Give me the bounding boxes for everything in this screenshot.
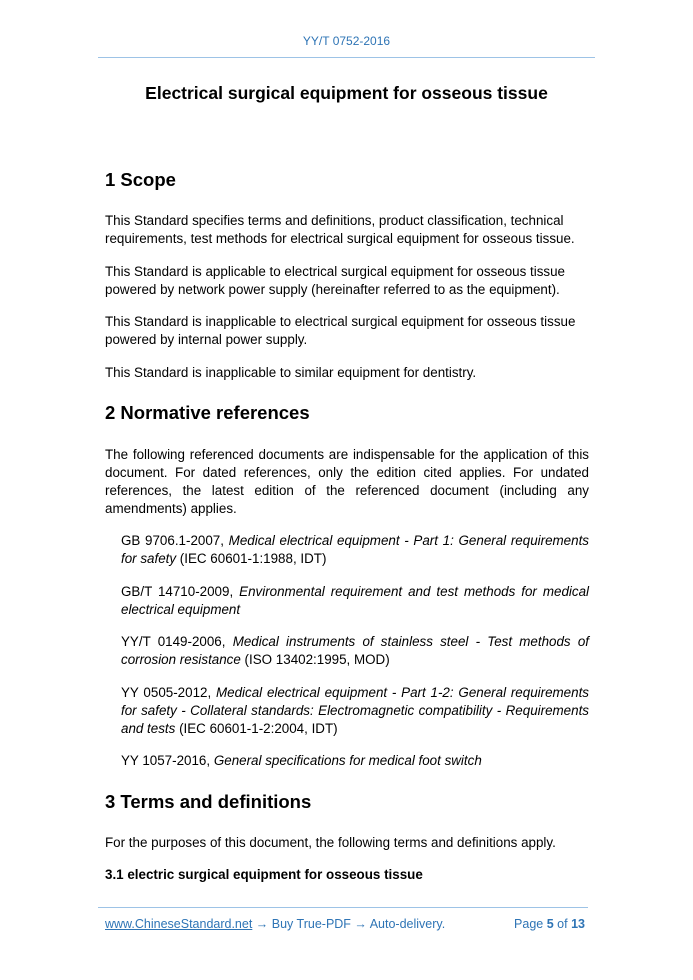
page-indicator	[514, 917, 585, 931]
reference-title: Environmental requirement and test methods for medical electrical equipment	[121, 584, 589, 617]
footer-rule	[98, 907, 588, 908]
scope-paragraph-4: This Standard is inapplicable to similar equipment for dentistry.	[105, 365, 477, 380]
header-rule	[98, 57, 595, 58]
reference-title: General specifications for medical foot switch	[213, 753, 482, 768]
scope-paragraph-1: This Standard specifies terms and definitions, product classification, technical requirements, test methods for electrical surgical equipment for osseous tissue.	[105, 213, 575, 246]
page-of: of	[557, 917, 568, 931]
reference-code: YY 1057-2016,	[121, 753, 211, 768]
page-current: 5	[546, 917, 554, 931]
reference-item	[121, 532, 589, 568]
reference-title: Medical electrical equipment - Part 1: General requirements for safety	[121, 533, 589, 566]
reference-item	[121, 684, 589, 738]
header-doc-code: YY/T 0752-2016	[302, 34, 391, 48]
scope-paragraph-2: This Standard is applicable to electrical surgical equipment for osseous tissue powered by network power supply (hereinafter referred to as the equipment).	[105, 264, 565, 297]
reference-item	[121, 752, 589, 770]
reference-title: Medical electrical equipment - Part 1-2: General requirements for safety - Collateral standards: Electromagnetic compatibility - Requirements and tests	[121, 685, 589, 736]
normative-intro: The following referenced documents are indispensable for the application of this document. For dated references, only the edition cited applies. For undated references, the latest edition of the referenced document (including any amendments) applies.	[105, 447, 589, 516]
reference-suffix: (ISO 13402:1995, MOD)	[240, 652, 390, 667]
reference-code: GB/T 14710-2009,	[121, 584, 234, 599]
section-1-heading: 1 Scope	[105, 169, 176, 190]
reference-code: YY/T 0149-2006,	[121, 634, 226, 649]
reference-code: GB 9706.1-2007,	[121, 533, 224, 548]
terms-intro: For the purposes of this document, the following terms and definitions apply.	[105, 835, 556, 850]
reference-title: Medical instruments of stainless steel - Test methods of corrosion resistance	[121, 634, 589, 667]
reference-item	[121, 583, 589, 619]
section-3-heading: 3 Terms and definitions	[105, 791, 312, 812]
reference-suffix: (IEC 60601-1:1988, IDT)	[176, 551, 327, 566]
site-link[interactable]: www.ChineseStandard.net	[105, 917, 253, 931]
term-heading-3-1: 3.1 electric surgical equipment for osseous tissue	[105, 867, 423, 882]
reference-suffix: (IEC 60601-1-2:2004, IDT)	[175, 721, 338, 736]
document-title: Electrical surgical equipment for osseous tissue	[145, 83, 548, 103]
reference-item	[121, 633, 589, 669]
page-label: Page	[514, 917, 544, 931]
section-2-heading: 2 Normative references	[105, 402, 310, 423]
scope-paragraph-3: This Standard is inapplicable to electrical surgical equipment for osseous tissue powered by internal power supply.	[105, 314, 576, 347]
promo-text: → Buy True-PDF → Auto-delivery.	[252, 917, 446, 931]
page-total: 13	[571, 917, 585, 931]
reference-code: YY 0505-2012,	[121, 685, 212, 700]
footer	[105, 917, 585, 931]
